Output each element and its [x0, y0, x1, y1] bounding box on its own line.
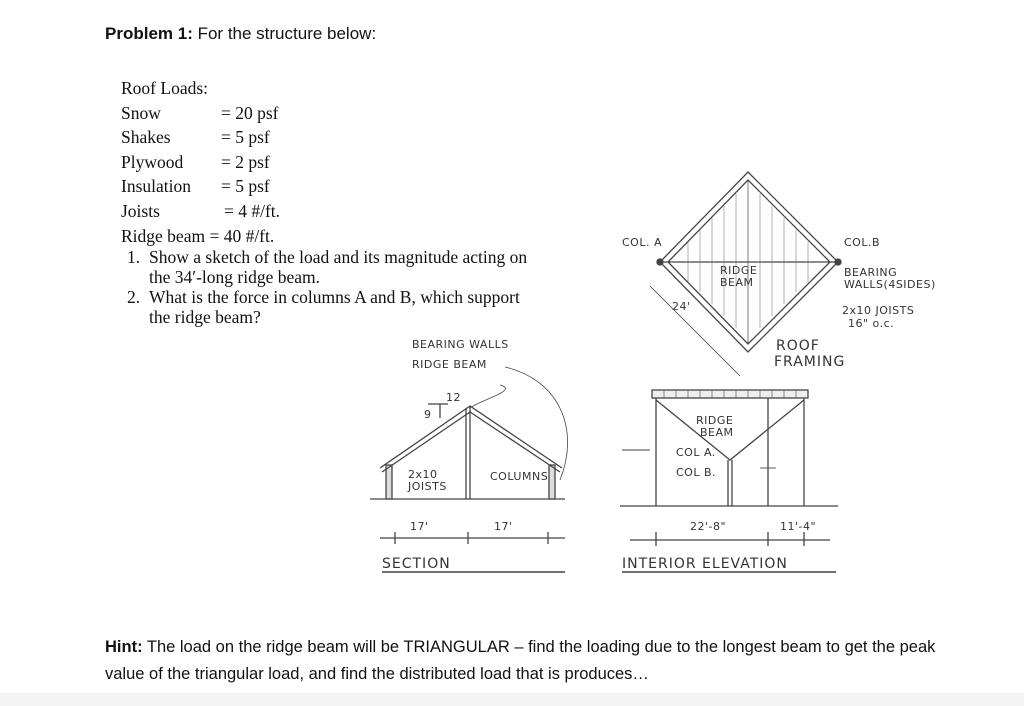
label-columns: COLUMNS — [490, 470, 549, 483]
label-roof: ROOF — [776, 338, 820, 354]
label-joists-b: JOISTS — [408, 480, 447, 493]
load-row-joists: Joists = 4 #/ft. — [121, 200, 281, 221]
problem-text: For the structure below: — [197, 24, 377, 43]
label-span-left: 17' — [410, 520, 429, 533]
load-row-snow: Snow = 20 psf — [121, 102, 279, 123]
roof-framing-labels — [622, 236, 936, 370]
label-ridge-beam: RIDGE BEAM — [412, 358, 487, 371]
page-footer-strip — [0, 693, 1024, 706]
label-col-a: COL. A — [622, 236, 662, 249]
problem-label: Problem 1: — [105, 24, 193, 43]
label-pitch-rise: 9 — [424, 408, 432, 421]
label-span-right: 17' — [494, 520, 513, 533]
label-elev-ridge-a: RIDGE — [696, 414, 734, 427]
label-joists-a: 2x10 — [408, 468, 438, 481]
load-row-shakes: Shakes = 5 psf — [121, 127, 270, 148]
label-plan-ridge-a: RIDGE — [720, 264, 758, 277]
label-section: SECTION — [382, 556, 451, 572]
label-bearing-b: WALLS(4SIDES) — [844, 278, 936, 291]
roof-loads-title: Roof Loads: — [121, 78, 209, 98]
load-row-insulation: Insulation = 5 psf — [121, 176, 270, 197]
label-interior-elevation: INTERIOR ELEVATION — [622, 556, 788, 572]
label-dim-11: 11'-4" — [780, 520, 817, 533]
label-framing: FRAMING — [774, 354, 846, 370]
hint-text: The load on the ridge beam will be TRIANGULAR – find the loading due to the longest beam to get the peak value of the triangular load, and find the distributed load that is produces… — [105, 638, 936, 683]
label-dim-24: 24' — [672, 300, 691, 313]
label-pitch-run: 12 — [446, 391, 461, 404]
interior-elevation-labels — [622, 414, 816, 572]
question-1: 1. Show a sketch of the load and its magnitude acting on the 34′-long ridge beam. — [127, 247, 528, 287]
label-bearing-a: BEARING — [844, 266, 898, 279]
label-joist-note-a: 2x10 JOISTS — [842, 304, 915, 317]
label-joist-note-b: 16" o.c. — [848, 317, 895, 330]
hint-paragraph — [105, 634, 965, 688]
label-col-b: COL.B — [844, 236, 881, 249]
label-bearing-walls: BEARING WALLS — [412, 338, 509, 351]
label-plan-ridge-b: BEAM — [720, 276, 754, 289]
label-elev-ridge-b: BEAM — [700, 426, 734, 439]
label-dim-22: 22'-8" — [690, 520, 727, 533]
hint-label: Hint: — [105, 638, 143, 656]
label-elev-col-a: COL A. — [676, 446, 716, 459]
label-elev-col-b: COL B. — [676, 466, 717, 479]
load-row-ridge-beam: Ridge beam = 40 #/ft. — [121, 225, 275, 246]
load-row-plywood: Plywood = 2 psf — [121, 151, 270, 172]
question-2: 2. What is the force in columns A and B, which support the ridge beam? — [127, 287, 520, 327]
